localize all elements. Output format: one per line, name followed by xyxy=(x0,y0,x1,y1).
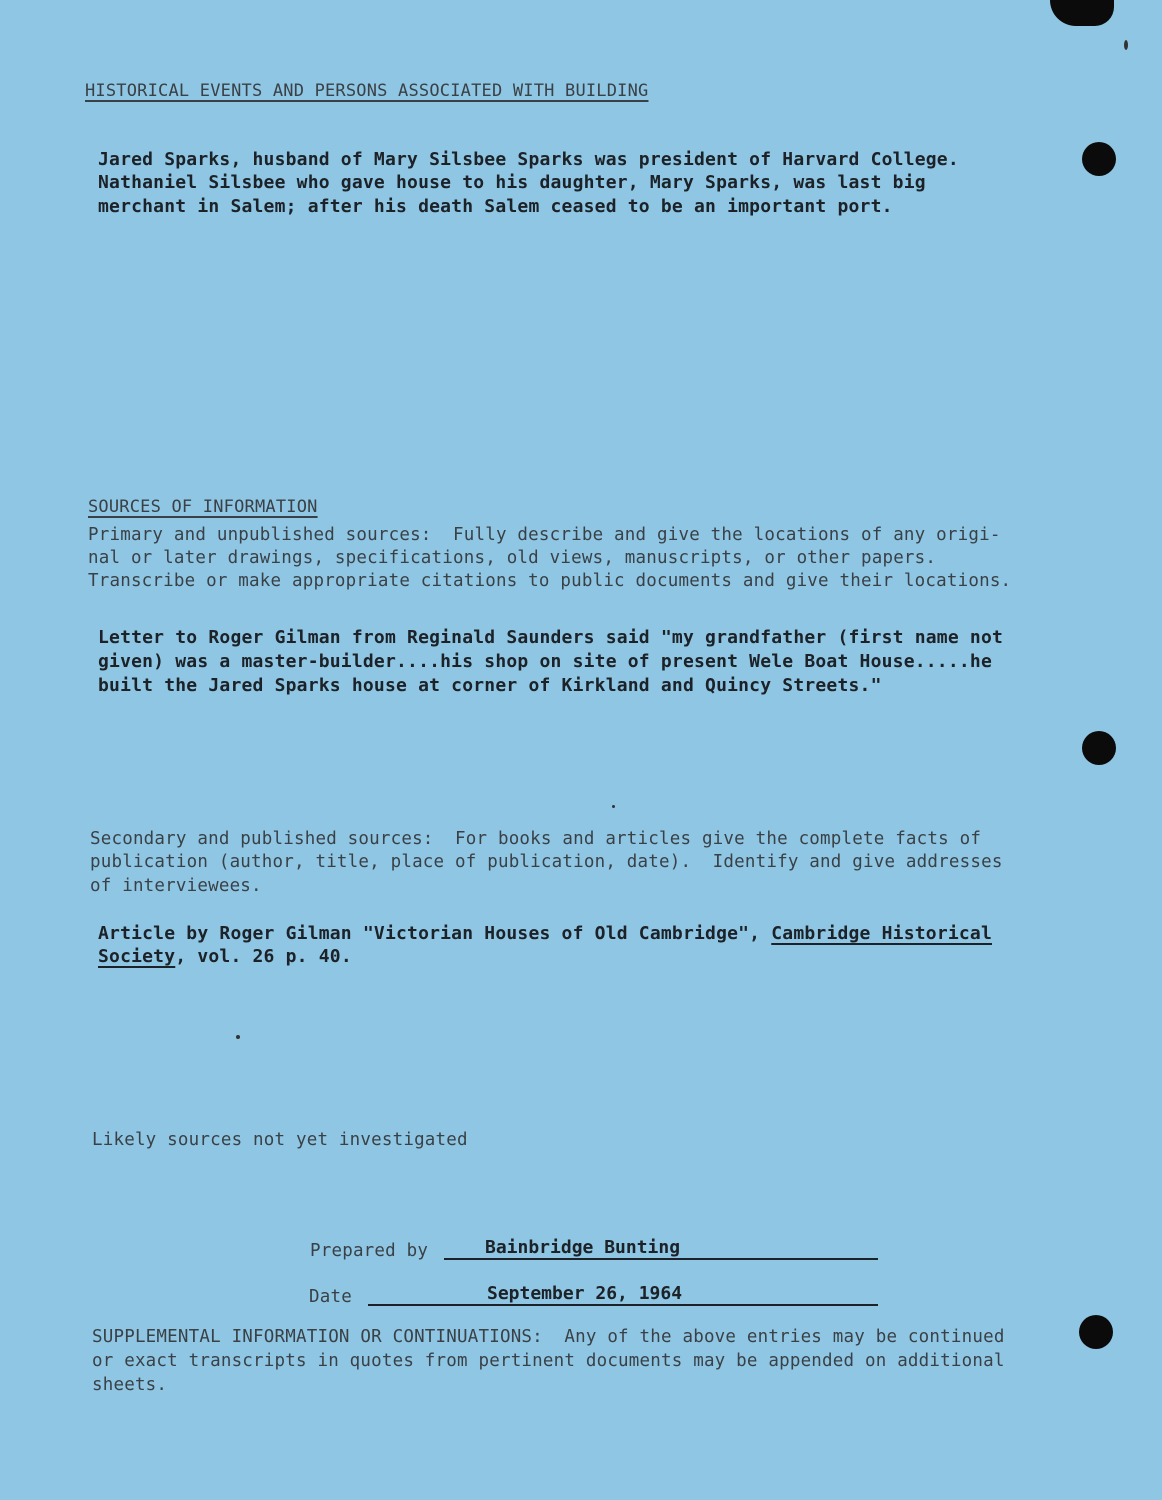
speck xyxy=(236,1035,240,1039)
primary-entry-line-2: given) was a master-builder....his shop on site of present Wele Boat House.....he xyxy=(98,651,992,672)
historical-heading: HISTORICAL EVENTS AND PERSONS ASSOCIATED WITH BUILDING xyxy=(85,81,649,101)
punch-hole-bottom xyxy=(1079,1315,1113,1349)
prepared-by-label: Prepared by xyxy=(310,1241,429,1261)
prepared-by-value: Bainbridge Bunting xyxy=(485,1237,681,1258)
primary-instructions-line-3: Transcribe or make appropriate citations to public documents and give their locations. xyxy=(88,571,1012,591)
torn-corner-mark xyxy=(1050,0,1114,26)
secondary-entry-prefix: Article by Roger Gilman "Victorian Houses of Old Cambridge", xyxy=(98,923,772,944)
likely-sources-label: Likely sources not yet investigated xyxy=(92,1130,468,1150)
primary-entry-line-1: Letter to Roger Gilman from Reginald Saunders said "my grandfather (first name not xyxy=(98,627,1004,648)
date-label: Date xyxy=(309,1287,352,1307)
sources-heading: SOURCES OF INFORMATION xyxy=(88,497,318,517)
primary-instructions-line-1: Primary and unpublished sources: Fully describe and give the locations of any origi- xyxy=(88,525,1001,545)
secondary-instructions-line-1: Secondary and published sources: For books and articles give the complete facts of xyxy=(90,829,982,849)
journal-title-part-1: Cambridge Historical xyxy=(771,923,993,944)
secondary-entry-line-1 xyxy=(98,922,992,946)
secondary-instructions-line-3: of interviewees. xyxy=(90,876,262,896)
historical-line-2: Nathaniel Silsbee who gave house to his daughter, Mary Sparks, was last big xyxy=(98,172,926,193)
primary-instructions-line-2: nal or later drawings, specifications, old views, manuscripts, or other papers. xyxy=(88,548,937,568)
supplemental-line-3: sheets. xyxy=(92,1375,168,1395)
date-value: September 26, 1964 xyxy=(487,1283,683,1304)
journal-title-part-2: Society xyxy=(98,946,176,967)
punch-hole-middle xyxy=(1082,731,1116,765)
supplemental-line-2: or exact transcripts in quotes from pertinent documents may be appended on additional xyxy=(92,1351,1005,1371)
speck xyxy=(1124,40,1128,50)
punch-hole-top xyxy=(1082,142,1116,176)
historical-line-3: merchant in Salem; after his death Salem ceased to be an important port. xyxy=(98,196,893,217)
supplemental-line-1: SUPPLEMENTAL INFORMATION OR CONTINUATIONS: Any of the above entries may be continued xyxy=(92,1327,1005,1347)
secondary-entry-suffix: , vol. 26 p. 40. xyxy=(175,946,352,967)
primary-entry-line-3: built the Jared Sparks house at corner of Kirkland and Quincy Streets." xyxy=(98,675,882,696)
secondary-instructions-line-2: publication (author, title, place of publication, date). Identify and give addresses xyxy=(90,852,1003,872)
speck xyxy=(612,805,615,808)
historical-line-1: Jared Sparks, husband of Mary Silsbee Sparks was president of Harvard College. xyxy=(98,149,959,170)
secondary-entry-line-2 xyxy=(98,945,352,969)
